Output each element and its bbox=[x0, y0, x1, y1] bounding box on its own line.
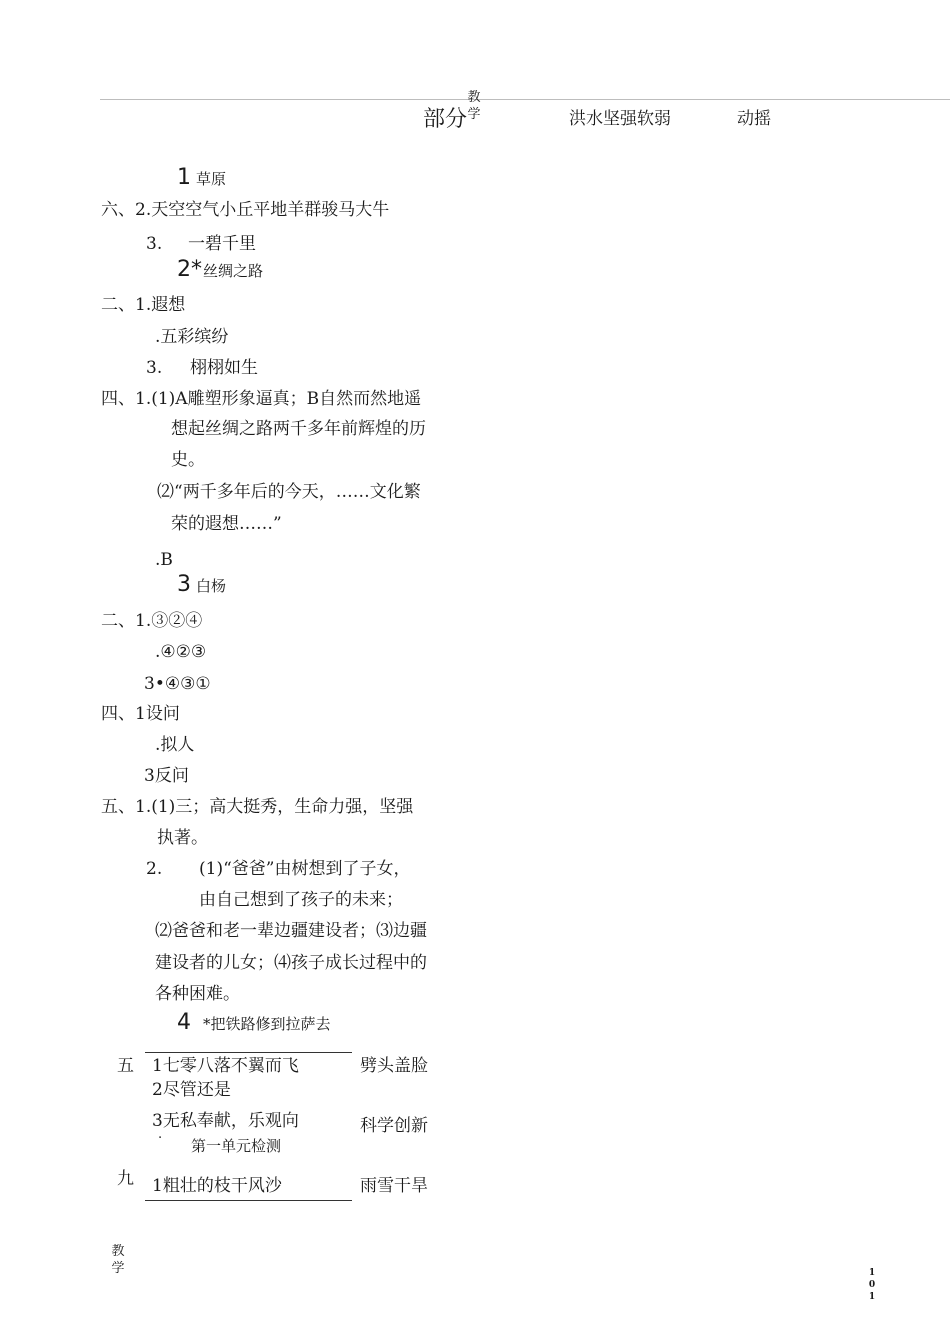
answer-line: 执著。 bbox=[157, 828, 208, 848]
page-number: 101 bbox=[868, 1268, 876, 1302]
answer-line: 栩栩如生 bbox=[190, 358, 258, 378]
answer-line: 2尽管还是 bbox=[152, 1080, 231, 1100]
answer-line: 劈头盖脸 bbox=[360, 1056, 428, 1076]
answer-line: 史。 bbox=[171, 450, 205, 470]
lesson-number: 2* bbox=[177, 257, 202, 282]
answer-line: 四、1.(1)A雕塑形象逼真；B自然而然地遥 bbox=[101, 389, 422, 409]
answer-line: .五彩缤纷 bbox=[155, 327, 229, 347]
answer-line: 由自己想到了孩子的未来； bbox=[199, 890, 403, 910]
answer-line: 3无私奉献，乐观向 bbox=[152, 1111, 299, 1131]
section-marker: 九 bbox=[117, 1169, 134, 1189]
answer-line: 四、1设问 bbox=[101, 704, 180, 724]
answer-line: 科学创新 bbox=[360, 1116, 428, 1136]
header-rule bbox=[100, 99, 950, 100]
answer-line: 五、1.(1)三；高大挺秀，生命力强，坚强 bbox=[101, 797, 414, 817]
box-top-rule bbox=[145, 1052, 352, 1053]
header-part: 部分 bbox=[423, 107, 468, 132]
section-title: 第一单元检测 bbox=[191, 1137, 282, 1155]
header-small-label: 教学 bbox=[467, 90, 481, 122]
lesson-title: 丝绸之路 bbox=[203, 262, 264, 280]
answer-line: .B bbox=[155, 550, 173, 570]
answer-line: 雨雪干旱 bbox=[360, 1176, 428, 1196]
answer-line: .拟人 bbox=[155, 735, 195, 755]
answer-line: 各种困难。 bbox=[155, 984, 240, 1004]
header-words-2: 动摇 bbox=[737, 109, 771, 129]
answer-line: 二、1.③②④ bbox=[101, 611, 203, 631]
answer-line: 六、2.天空空气小丘平地羊群骏马大牛 bbox=[101, 200, 390, 220]
answer-line: ⑵爸爸和老一辈边疆建设者；⑶边疆 bbox=[155, 921, 427, 941]
footer-label: 教学 bbox=[111, 1244, 125, 1276]
answer-line: 3. bbox=[146, 234, 163, 254]
answer-line: 荣的遐想……” bbox=[171, 514, 282, 534]
lesson-title: 草原 bbox=[196, 170, 227, 188]
answer-line: 一碧千里 bbox=[188, 234, 256, 254]
lesson-title: 白杨 bbox=[196, 577, 227, 595]
answer-line: 3•④③① bbox=[144, 674, 211, 694]
lesson-number: 4 bbox=[177, 1010, 191, 1035]
lesson-number: 1 bbox=[177, 165, 191, 190]
answer-line: 3反问 bbox=[144, 766, 189, 786]
answer-line: (1)“爸爸”由树想到了子女， bbox=[199, 859, 411, 879]
box-bottom-rule bbox=[145, 1200, 352, 1201]
answer-line: 2. bbox=[146, 859, 163, 879]
dot-mark: . bbox=[158, 1127, 163, 1142]
answer-line: 想起丝绸之路两千多年前辉煌的历 bbox=[171, 419, 426, 439]
answer-line: 3. bbox=[146, 358, 163, 378]
lesson-title: *把铁路修到拉萨去 bbox=[203, 1015, 331, 1033]
answer-line: 1七零八落不翼而飞 bbox=[152, 1056, 299, 1076]
answer-line: 二、1.遐想 bbox=[101, 295, 186, 315]
answer-line: .④②③ bbox=[155, 642, 207, 662]
answer-line: ⑵“两千多年后的今天，……文化繁 bbox=[157, 482, 421, 502]
header-words-1: 洪水坚强软弱 bbox=[569, 109, 671, 129]
section-marker: 五 bbox=[117, 1056, 134, 1076]
answer-line: 建设者的儿女；⑷孩子成长过程中的 bbox=[155, 953, 427, 973]
answer-line: 1粗壮的枝干风沙 bbox=[152, 1176, 282, 1196]
lesson-number: 3 bbox=[177, 572, 191, 597]
